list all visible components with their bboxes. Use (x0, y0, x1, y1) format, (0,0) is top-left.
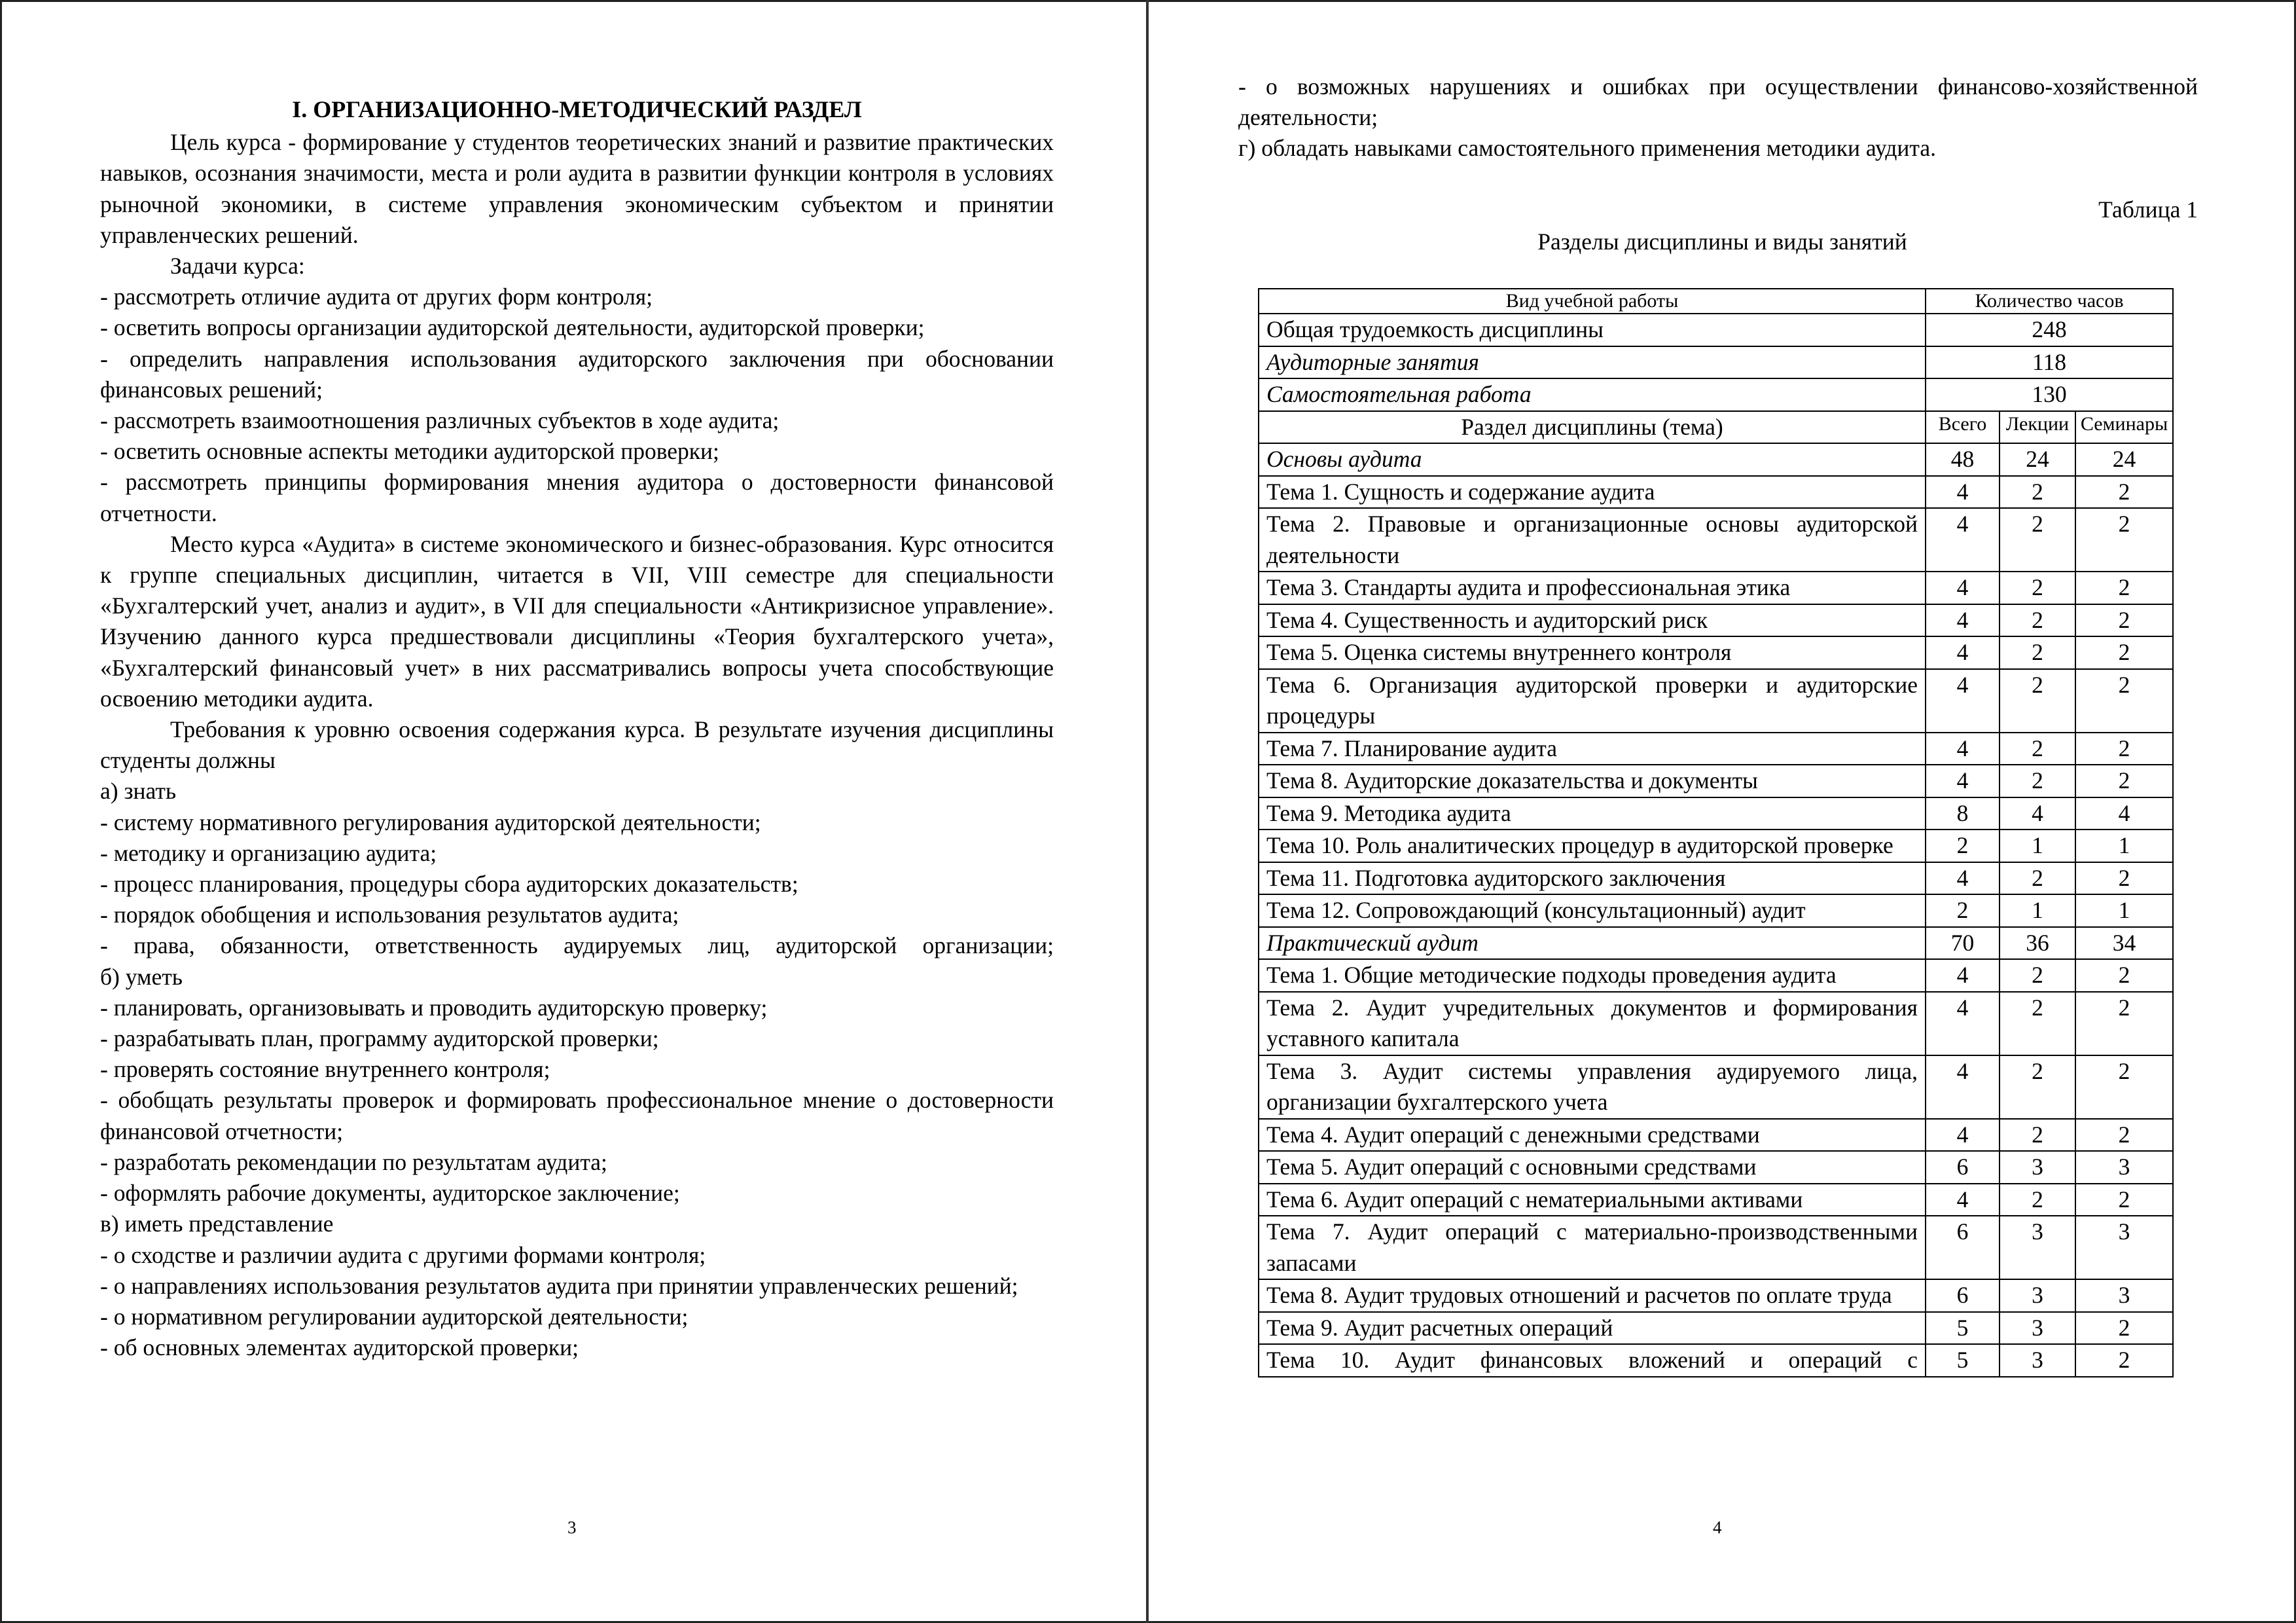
table-title: Разделы дисциплины и виды занятий (1537, 228, 1907, 255)
lecture-hours-cell: 3 (2000, 1216, 2075, 1279)
seminar-hours-cell: 2 (2075, 636, 2173, 669)
seminar-hours-cell: 2 (2075, 1119, 2173, 1152)
lecture-hours-cell: 2 (2000, 733, 2075, 765)
lecture-hours-cell: 2 (2000, 992, 2075, 1055)
section-title: I. ОРГАНИЗАЦИОННО-МЕТОДИЧЕСКИЙ РАЗДЕЛ (292, 96, 862, 122)
seminar-hours-cell: 1 (2075, 830, 2173, 862)
subheader-lectures: Лекции (2000, 411, 2075, 444)
total-hours-cell: 4 (1926, 572, 2000, 604)
lecture-hours-cell: 1 (2000, 830, 2075, 862)
page-4 (1149, 0, 2296, 1623)
topic-cell: Тема 3. Аудит системы управления аудируемого лица, организации бухгалтерского учета (1259, 1055, 1926, 1119)
list-item: - планировать, организовывать и проводить аудиторскую проверку; (100, 994, 768, 1021)
table-label: Таблица 1 (2098, 196, 2198, 223)
table-row (1259, 1216, 2173, 1279)
table-row (1259, 959, 2173, 992)
seminar-hours-cell: 2 (2075, 733, 2173, 765)
summary-label: Общая трудоемкость дисциплины (1259, 314, 1926, 346)
list-item: - о нормативном регулировании аудиторской деятельности; (100, 1303, 689, 1330)
table-row (1259, 992, 2173, 1055)
table-row (1259, 604, 2173, 637)
header-work-type: Вид учебной работы (1259, 289, 1926, 314)
list-item: - процесс планирования, процедуры сбора аудиторских доказательств; (100, 871, 798, 898)
table-row (1259, 1055, 2173, 1119)
topic-cell: Тема 8. Аудиторские доказательства и документы (1259, 765, 1926, 797)
list-item: - разрабатывать план, программу аудиторской проверки; (100, 1025, 659, 1052)
summary-row (1259, 346, 2173, 379)
total-hours-cell: 4 (1926, 992, 2000, 1055)
lecture-hours-cell: 36 (2000, 927, 2075, 960)
table-row (1259, 572, 2173, 604)
lecture-hours-cell: 2 (2000, 765, 2075, 797)
seminar-hours-cell: 2 (2075, 1344, 2173, 1377)
lecture-hours-cell: 2 (2000, 636, 2075, 669)
list-item: - осветить вопросы организации аудиторской деятельности, аудиторской проверки; (100, 314, 925, 341)
topic-cell: Тема 8. Аудит трудовых отношений и расчетов по оплате труда (1259, 1279, 1926, 1312)
summary-label: Самостоятельная работа (1259, 378, 1926, 411)
lecture-hours-cell: 1 (2000, 894, 2075, 927)
seminar-hours-cell: 2 (2075, 862, 2173, 895)
lecture-hours-cell: 3 (2000, 1312, 2075, 1345)
total-hours-cell: 6 (1926, 1151, 2000, 1184)
table-subheader-row (1259, 411, 2173, 444)
list-item: - рассмотреть отличие аудита от других форм контроля; (100, 283, 653, 310)
lecture-hours-cell: 2 (2000, 476, 2075, 509)
lecture-hours-cell: 2 (2000, 1119, 2075, 1152)
total-hours-cell: 2 (1926, 894, 2000, 927)
list-item: - осветить основные аспекты методики аудиторской проверки; (100, 438, 719, 465)
summary-value: 130 (1926, 378, 2173, 411)
list-item: - систему нормативного регулирования аудиторской деятельности; (100, 809, 761, 835)
topic-cell: Тема 3. Стандарты аудита и профессиональная этика (1259, 572, 1926, 604)
table-row (1259, 669, 2173, 733)
total-hours-cell: 4 (1926, 1184, 2000, 1216)
seminar-hours-cell: 2 (2075, 959, 2173, 992)
lecture-hours-cell: 2 (2000, 572, 2075, 604)
lecture-hours-cell: 24 (2000, 443, 2075, 476)
total-hours-cell: 4 (1926, 604, 2000, 637)
total-hours-cell: 6 (1926, 1279, 2000, 1312)
topic-cell: Основы аудита (1259, 443, 1926, 476)
list-heading: б) уметь (100, 963, 183, 990)
lecture-hours-cell: 4 (2000, 797, 2075, 830)
topic-cell: Тема 10. Аудит финансовых вложений и операций с (1259, 1344, 1926, 1377)
total-hours-cell: 4 (1926, 862, 2000, 895)
summary-label: Аудиторные занятия (1259, 346, 1926, 379)
subheader-topic: Раздел дисциплины (тема) (1259, 411, 1926, 444)
seminar-hours-cell: 2 (2075, 508, 2173, 572)
summary-row (1259, 378, 2173, 411)
page-number: 4 (1713, 1518, 1722, 1537)
list-heading: в) иметь представление (100, 1211, 334, 1237)
topic-cell: Тема 6. Аудит операций с нематериальными активами (1259, 1184, 1926, 1216)
left-page-body (100, 92, 1054, 1363)
table-row (1259, 1184, 2173, 1216)
seminar-hours-cell: 3 (2075, 1151, 2173, 1184)
table-header-row (1259, 289, 2173, 314)
topic-cell: Тема 11. Подготовка аудиторского заключения (1259, 862, 1926, 895)
seminar-hours-cell: 24 (2075, 443, 2173, 476)
total-hours-cell: 4 (1926, 765, 2000, 797)
topic-cell: Тема 1. Общие методические подходы проведения аудита (1259, 959, 1926, 992)
lecture-hours-cell: 2 (2000, 669, 2075, 733)
lecture-hours-cell: 3 (2000, 1151, 2075, 1184)
seminar-hours-cell: 2 (2075, 765, 2173, 797)
list-item: - рассмотреть взаимоотношения различных субъектов в ходе аудита; (100, 407, 780, 434)
total-hours-cell: 5 (1926, 1312, 2000, 1345)
table-row (1259, 733, 2173, 765)
header-hours: Количество часов (1926, 289, 2173, 314)
total-hours-cell: 4 (1926, 476, 2000, 509)
table-row (1259, 1312, 2173, 1345)
seminar-hours-cell: 2 (2075, 1055, 2173, 1119)
page-number: 3 (567, 1518, 577, 1537)
topic-cell: Тема 4. Существенность и аудиторский риск (1259, 604, 1926, 637)
table-row (1259, 636, 2173, 669)
paragraph-requirements: Требования к уровню освоения содержания курса. В результате изучения дисциплины студенты должны (100, 716, 1054, 774)
table-row (1259, 508, 2173, 572)
seminar-hours-cell: 4 (2075, 797, 2173, 830)
lecture-hours-cell: 2 (2000, 959, 2075, 992)
table-row (1259, 927, 2173, 960)
paragraph-course-goal: Цель курса - формирование у студентов теоретических знаний и развитие практических навыков, осознания значимости, места и роли аудита в развитии функции контроля в условиях рыночной экономики, в системе управления экономическим субъектом и принятии управленческих решений. (100, 129, 1054, 248)
topic-cell: Тема 2. Аудит учредительных документов и формирования уставного капитала (1259, 992, 1926, 1055)
topic-cell: Тема 12. Сопровождающий (консультационный) аудит (1259, 894, 1926, 927)
total-hours-cell: 8 (1926, 797, 2000, 830)
paragraph-tasks-heading: Задачи курса: (170, 253, 305, 279)
list-item: - оформлять рабочие документы, аудиторское заключение; (100, 1180, 680, 1207)
table-row (1259, 1151, 2173, 1184)
topic-cell: Тема 7. Аудит операций с материально-производственными запасами (1259, 1216, 1926, 1279)
seminar-hours-cell: 3 (2075, 1216, 2173, 1279)
list-item: - об основных элементах аудиторской проверки; (100, 1334, 579, 1361)
total-hours-cell: 4 (1926, 1055, 2000, 1119)
table-row (1259, 765, 2173, 797)
lecture-hours-cell: 3 (2000, 1344, 2075, 1377)
subheader-total: Всего (1926, 411, 2000, 444)
list-item: - о сходстве и различии аудита с другими формами контроля; (100, 1241, 706, 1268)
total-hours-cell: 4 (1926, 733, 2000, 765)
list-item: - обобщать результаты проверок и формировать профессиональное мнение о достоверности финансовой отчетности; (100, 1087, 1054, 1144)
list-item: - рассмотреть принципы формирования мнения аудитора о достоверности финансовой отчетности. (100, 469, 1054, 526)
lecture-hours-cell: 3 (2000, 1279, 2075, 1312)
total-hours-cell: 4 (1926, 508, 2000, 572)
table-row (1259, 894, 2173, 927)
topic-cell: Практический аудит (1259, 927, 1926, 960)
total-hours-cell: 6 (1926, 1216, 2000, 1279)
total-hours-cell: 5 (1926, 1344, 2000, 1377)
topic-cell: Тема 1. Сущность и содержание аудита (1259, 476, 1926, 509)
total-hours-cell: 2 (1926, 830, 2000, 862)
lecture-hours-cell: 2 (2000, 604, 2075, 637)
subheader-seminars: Семинары (2075, 411, 2173, 444)
seminar-hours-cell: 2 (2075, 992, 2173, 1055)
seminar-hours-cell: 1 (2075, 894, 2173, 927)
table-row (1259, 862, 2173, 895)
seminar-hours-cell: 2 (2075, 669, 2173, 733)
seminar-hours-cell: 2 (2075, 1312, 2173, 1345)
page-3 (0, 0, 1146, 1623)
topic-cell: Тема 2. Правовые и организационные основы аудиторской деятельности (1259, 508, 1926, 572)
list-heading: а) знать (100, 778, 177, 805)
seminar-hours-cell: 2 (2075, 476, 2173, 509)
table-row (1259, 1119, 2173, 1152)
total-hours-cell: 4 (1926, 959, 2000, 992)
right-page-body (1238, 71, 2198, 164)
topic-cell: Тема 7. Планирование аудита (1259, 733, 1926, 765)
topic-cell: Тема 5. Оценка системы внутреннего контроля (1259, 636, 1926, 669)
lecture-hours-cell: 2 (2000, 1055, 2075, 1119)
summary-value: 248 (1926, 314, 2173, 346)
topic-cell: Тема 10. Роль аналитических процедур в аудиторской проверке (1259, 830, 1926, 862)
seminar-hours-cell: 2 (2075, 1184, 2173, 1216)
list-item: - определить направления использования аудиторского заключения при обосновании финансовых решений; (100, 345, 1054, 403)
lecture-hours-cell: 2 (2000, 862, 2075, 895)
list-item: - проверять состояние внутреннего контроля; (100, 1056, 550, 1083)
list-item: - порядок обобщения и использования результатов аудита; (100, 902, 679, 928)
topic-cell: Тема 5. Аудит операций с основными средствами (1259, 1151, 1926, 1184)
table-row (1259, 797, 2173, 830)
list-item: - о возможных нарушениях и ошибках при осуществлении финансово-хозяйственной деятельности; (1238, 73, 2198, 131)
seminar-hours-cell: 3 (2075, 1279, 2173, 1312)
lecture-hours-cell: 2 (2000, 508, 2075, 572)
table-row (1259, 830, 2173, 862)
topic-cell: Тема 9. Методика аудита (1259, 797, 1926, 830)
summary-row (1259, 314, 2173, 346)
total-hours-cell: 48 (1926, 443, 2000, 476)
seminar-hours-cell: 34 (2075, 927, 2173, 960)
seminar-hours-cell: 2 (2075, 604, 2173, 637)
table-row (1259, 1344, 2173, 1377)
total-hours-cell: 4 (1926, 669, 2000, 733)
table-row (1259, 1279, 2173, 1312)
topic-cell: Тема 9. Аудит расчетных операций (1259, 1312, 1926, 1345)
table-row (1259, 443, 2173, 476)
paragraph-course-place: Место курса «Аудита» в системе экономического и бизнес-образования. Курс относится к группе специальных дисциплин, читается в VII, VIII семестре для специальности «Бухгалтерский учет, анализ и аудит», в VII для специальности «Антикризисное управление». Изучению данного курса предшествовали дисциплины «Теория бухгалтерского учета», «Бухгалтерский финансовый учет» в них рассматривались вопросы учета способствующие освоению методики аудита. (100, 530, 1054, 712)
disciplines-table (1258, 288, 2174, 1377)
list-item: - методику и организацию аудита; (100, 839, 437, 866)
lecture-hours-cell: 2 (2000, 1184, 2075, 1216)
table-row (1259, 476, 2173, 509)
total-hours-cell: 70 (1926, 927, 2000, 960)
topic-cell: Тема 4. Аудит операций с денежными средствами (1259, 1119, 1926, 1152)
summary-value: 118 (1926, 346, 2173, 379)
total-hours-cell: 4 (1926, 636, 2000, 669)
list-item: - о направлениях использования результатов аудита при принятии управленческих решений; (100, 1272, 1018, 1299)
seminar-hours-cell: 2 (2075, 572, 2173, 604)
total-hours-cell: 4 (1926, 1119, 2000, 1152)
topic-cell: Тема 6. Организация аудиторской проверки и аудиторские процедуры (1259, 669, 1926, 733)
list-heading: г) обладать навыками самостоятельного применения методики аудита. (1238, 135, 1936, 162)
list-item: - разработать рекомендации по результатам аудита; (100, 1148, 607, 1175)
list-item: - права, обязанности, ответственность аудируемых лиц, аудиторской организации; (100, 932, 1054, 959)
